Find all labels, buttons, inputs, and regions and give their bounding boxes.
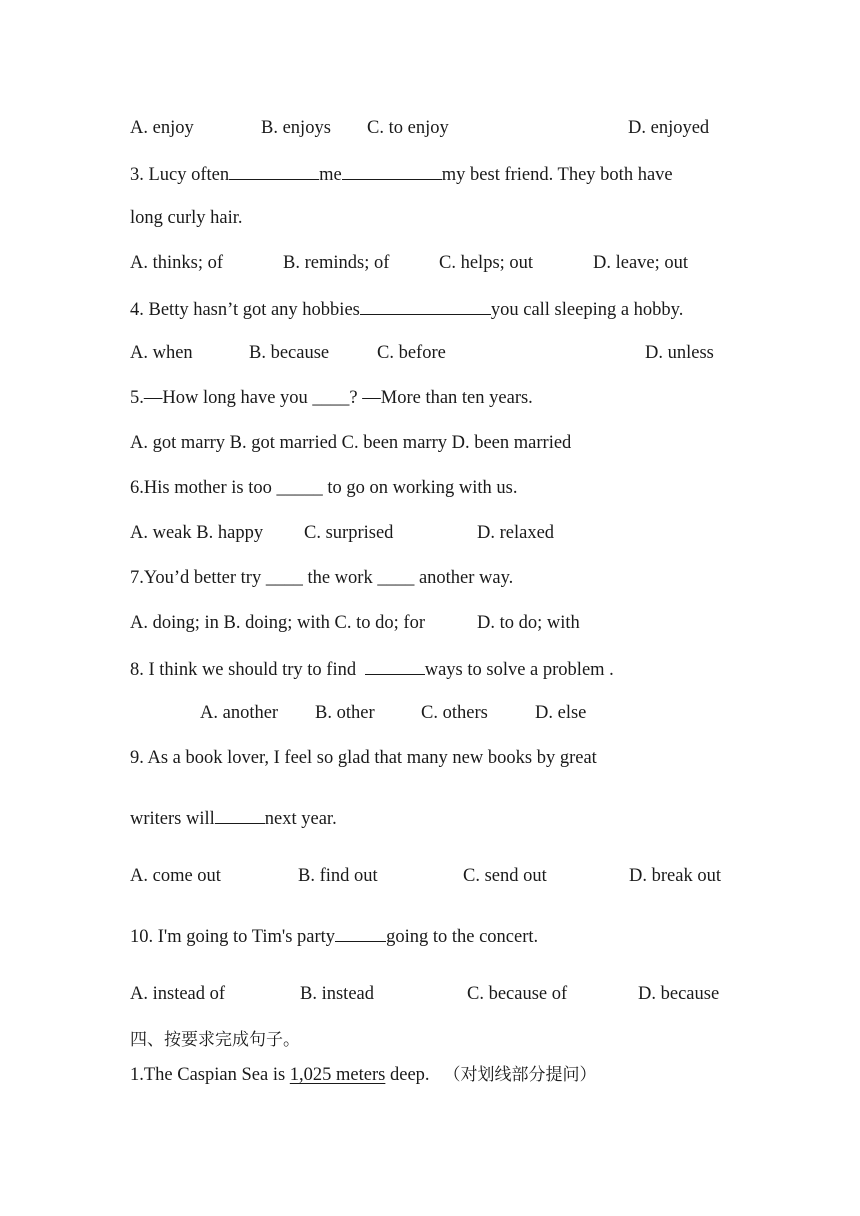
- q9-text-3: next year.: [264, 809, 337, 829]
- question-7-stem: 7.You’d better try ____ the work ____ another way.: [130, 568, 514, 588]
- q4-text-2: you call sleeping a hobby.: [490, 300, 684, 320]
- option-c: C. surprised: [304, 523, 394, 543]
- question-6-stem: 6.His mother is too _____ to go on working with us.: [130, 478, 518, 498]
- q10-text-1: 10. I'm going to Tim's party: [130, 927, 336, 947]
- q3-text-3: my best friend. They both have: [441, 165, 673, 185]
- option-a: A. come out: [130, 866, 221, 886]
- sentence-1: [130, 1064, 597, 1086]
- option-ab: A. weak B. happy: [130, 523, 264, 543]
- q4-text-1: 4. Betty hasn’t got any hobbies: [130, 300, 360, 320]
- answer-blank[interactable]: [229, 162, 319, 180]
- option-d: D. to do; with: [477, 613, 580, 633]
- option-c: C. send out: [463, 866, 547, 886]
- option-c: C. before: [377, 343, 446, 363]
- option-b: B. enjoys: [261, 118, 331, 138]
- underlined-phrase: 1,025 meters: [289, 1065, 386, 1085]
- question-9-stem-cont: [130, 806, 337, 830]
- option-c: C. others: [421, 703, 488, 723]
- option-a: A. thinks; of: [130, 253, 224, 273]
- option-a: A. when: [130, 343, 193, 363]
- s1-text-1: 1.The Caspian Sea is: [130, 1065, 290, 1085]
- option-d: D. enjoyed: [628, 118, 710, 138]
- question-3-stem: [130, 162, 673, 186]
- option-a: A. enjoy: [130, 118, 194, 138]
- option-d: D. break out: [629, 866, 721, 886]
- q3-text-1: 3. Lucy often: [130, 165, 230, 185]
- option-d: D. else: [535, 703, 587, 723]
- option-c: C. helps; out: [439, 253, 534, 273]
- option-c: C. because of: [467, 984, 568, 1004]
- answer-blank[interactable]: [335, 924, 386, 942]
- q5-options: A. got marry B. got married C. been marry D. been married: [130, 433, 572, 453]
- option-d: D. unless: [645, 343, 714, 363]
- option-b: B. reminds; of: [283, 253, 390, 273]
- instruction-note: （对划线部分提问）: [443, 1065, 597, 1085]
- q10-text-2: going to the concert.: [386, 927, 539, 947]
- answer-blank[interactable]: [360, 297, 491, 315]
- question-5-stem: 5.—How long have you ____? —More than ten years.: [130, 388, 533, 408]
- question-10-stem: [130, 924, 538, 948]
- option-a: A. another: [200, 703, 279, 723]
- option-d: D. because: [638, 984, 720, 1004]
- question-9-stem: 9. As a book lover, I feel so glad that many new books by great: [130, 748, 597, 768]
- q3-text-2: me: [319, 165, 342, 185]
- option-b: B. find out: [298, 866, 378, 886]
- option-abc: A. doing; in B. doing; with C. to do; for: [130, 613, 425, 633]
- option-b: B. other: [315, 703, 375, 723]
- option-b: B. instead: [300, 984, 374, 1004]
- q9-text-2: writers will: [130, 809, 215, 829]
- option-a: A. instead of: [130, 984, 226, 1004]
- option-d: D. leave; out: [593, 253, 689, 273]
- section-heading: 四、按要求完成句子。: [130, 1030, 300, 1050]
- option-d: D. relaxed: [477, 523, 555, 543]
- answer-blank[interactable]: [215, 806, 265, 824]
- answer-blank[interactable]: [365, 657, 425, 675]
- question-3-stem-cont: long curly hair.: [130, 208, 243, 228]
- option-b: B. because: [249, 343, 330, 363]
- question-8-stem: [130, 657, 614, 681]
- option-c: C. to enjoy: [367, 118, 449, 138]
- question-4-stem: [130, 297, 683, 321]
- s1-text-2: deep.: [385, 1065, 430, 1085]
- q8-text-1: 8. I think we should try to find: [130, 660, 361, 680]
- q8-text-2: ways to solve a problem .: [424, 660, 614, 680]
- answer-blank[interactable]: [342, 162, 442, 180]
